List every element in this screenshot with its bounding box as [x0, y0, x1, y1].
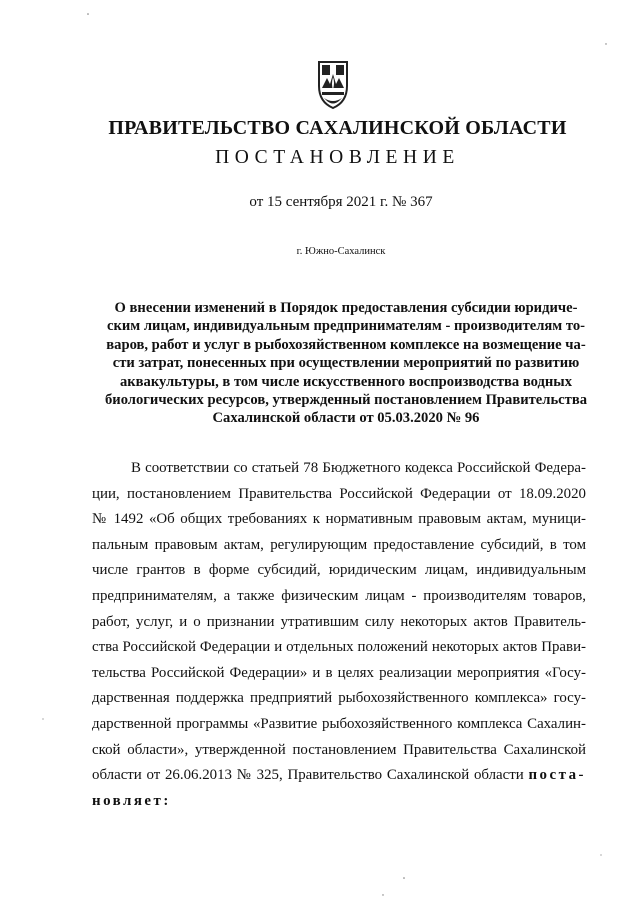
subject-line: ским лицам, индивидуальным предпринимателям - производителям то- — [106, 318, 586, 335]
document-type: ПОСТАНОВЛЕНИЕ — [215, 147, 460, 168]
government-title: ПРАВИТЕЛЬСТВО САХАЛИНСКОЙ ОБЛАСТИ — [108, 117, 567, 139]
body-line: В соответствии со статьей 78 Бюджетного кодекса Российской Федера- — [131, 460, 586, 476]
body-line: предпринимателям, а также физическим лицам - производителям товаров, — [92, 587, 586, 604]
body-line: тельства Российской Федерации» и в целях реализации мероприятия «Госу- — [92, 664, 586, 681]
document-city: г. Южно-Сахалинск — [296, 246, 386, 257]
body-line-13-text: области от 26.06.2013 № 325, Правительство Сахалинской области — [92, 767, 529, 784]
subject-line: сти затрат, понесенных при осуществлении мероприятий по развитию — [112, 355, 580, 372]
subject-line: биологических ресурсов, утвержденный постановлением Правительства — [105, 392, 587, 409]
subject-line: аквакультуры, в том числе искусственного воспроизводства водных — [119, 373, 573, 390]
resolution-word-part2: новляет: — [92, 792, 171, 809]
subject-line: Сахалинской области от 05.03.2020 № 96 — [212, 410, 480, 427]
body-line: числе грантов в форме субсидий, юридическим лицам, индивидуальным — [92, 562, 586, 579]
resolution-word-part1: поста- — [528, 767, 586, 784]
body-line: ции, постановлением Правительства Российской Федерации от 18.09.2020 — [92, 485, 586, 502]
body-line: № 1492 «Об общих требованиях к нормативным правовым актам, муници- — [92, 511, 586, 528]
body-line: дарственной программы «Развитие рыбохозяйственного комплекса Сахалин- — [92, 715, 586, 732]
body-line: ской области», утвержденной постановлением Правительства Сахалинской — [92, 741, 586, 758]
subject-line: О внесении изменений в Порядок предоставления субсидии юридиче- — [114, 300, 578, 316]
body-line: ства Российской Федерации и отдельных положений некоторых актов Прави- — [92, 639, 586, 656]
subject-line: варов, работ и услуг в рыбохозяйственном комплексе на возмещение ча- — [106, 336, 586, 353]
body-line: дарственная поддержка предприятий рыбохозяйственного комплекса» госу- — [92, 690, 586, 707]
document-date-number: от 15 сентября 2021 г. № 367 — [249, 194, 433, 210]
body-line: пальным правовым актам, регулирующим предоставление субсидий, в том — [92, 536, 586, 553]
body-line: работ, услуг, и о признании утратившим силу некоторых актов Правитель- — [92, 613, 586, 630]
